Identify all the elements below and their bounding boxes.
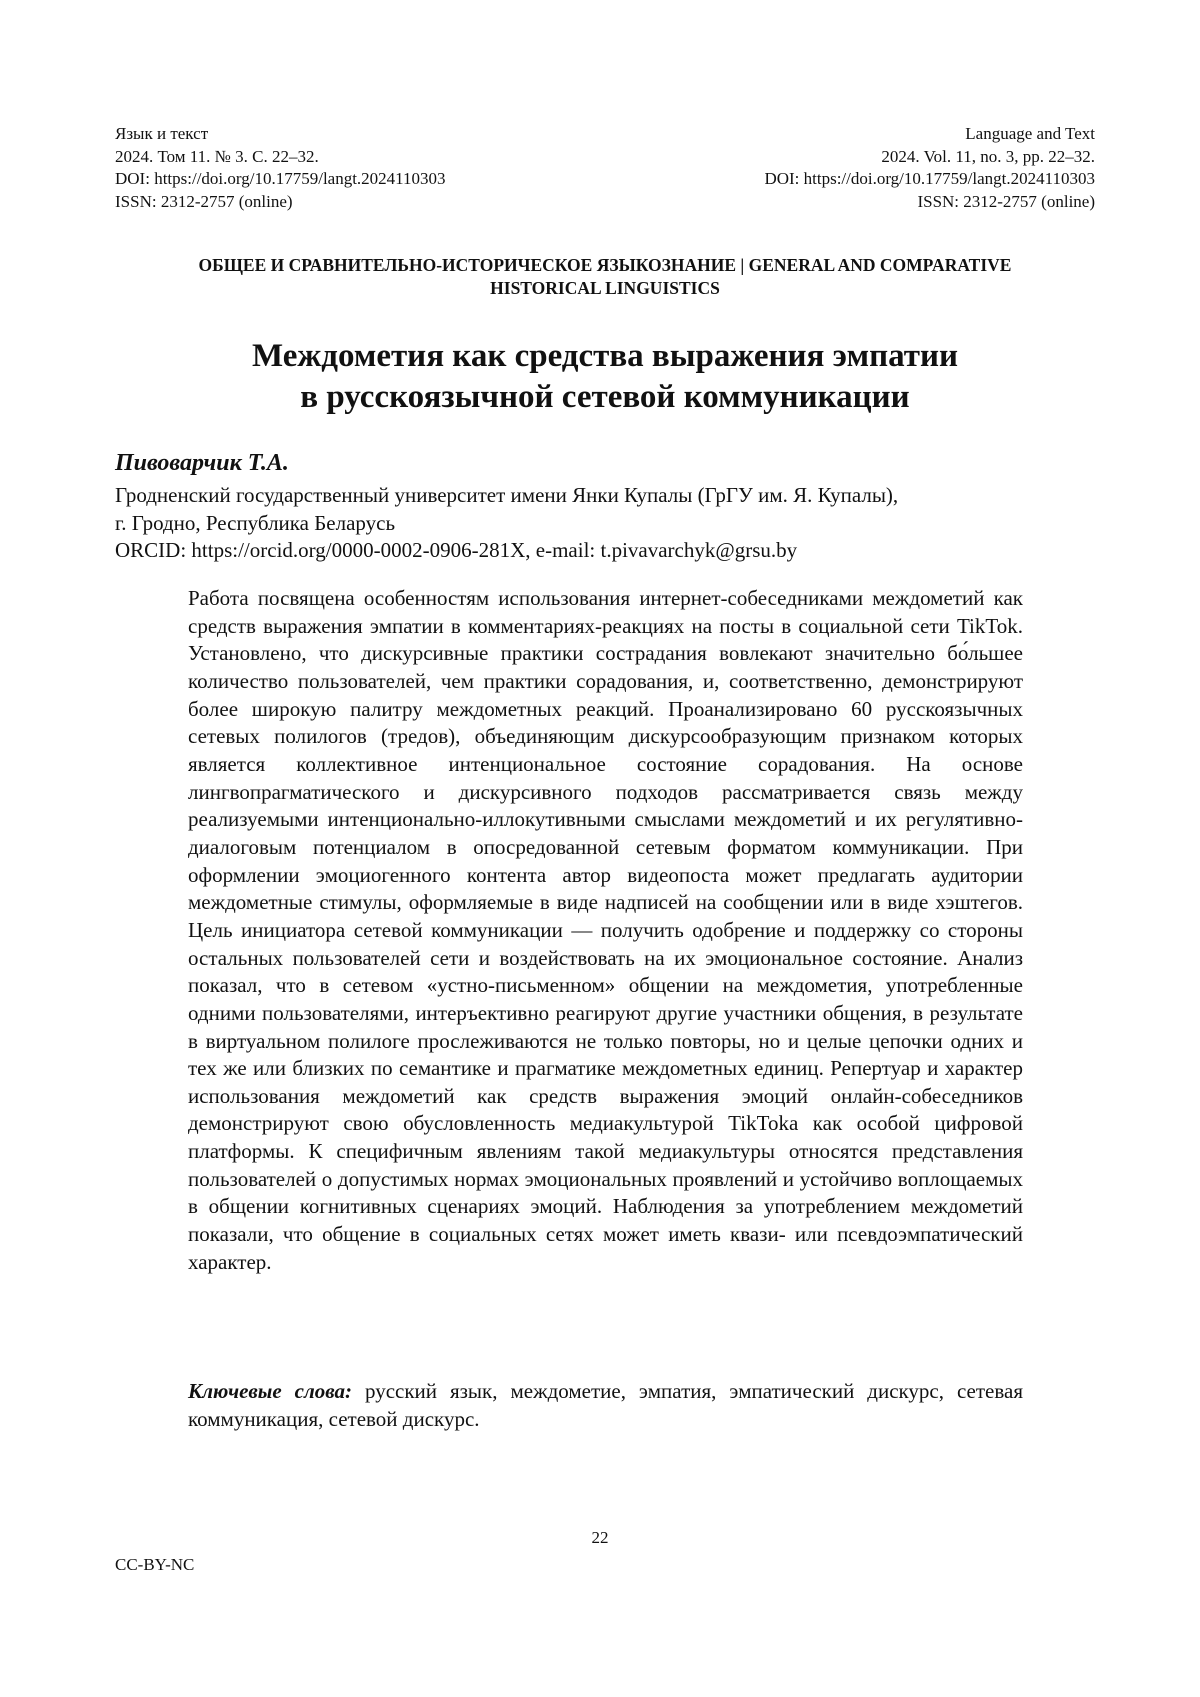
article-page [0, 0, 1200, 1697]
section-heading-line-2: HISTORICAL LINGUISTICS [115, 277, 1095, 300]
keywords [188, 1378, 1023, 1433]
abstract: Работа посвящена особенностям использования интернет-собеседниками междометий как средств выражения эмпатии в комментариях-реакциях на посты в социальной сети TikTok. Установлено, что дискурсивные практики сострадания вовлекают значительно бо́льшее количество пользователей, чем практики сорадования, и, соответственно, демонстрируют более широкую палитру междометных реакций. Проанализировано 60 русскоязычных сетевых полилогов (тредов), объединяющим дискурсообразующим признаком которых является коллективное интенциональное состояние сорадования. На основе лингвопрагматического и дискурсивного подходов рассматривается связь между реализуемыми интенционально-иллокутивными смыслами междометий и их регулятивно-диалоговым потенциалом в опосредованной сетевым форматом коммуникации. При оформлении эмоциогенного контента автор видеопоста может предлагать аудитории междометные стимулы, оформляемые в виде надписей на сообщении или в виде хэштегов. Цель инициатора сетевой коммуникации — получить одобрение и поддержку со стороны остальных пользователей сети и воздействовать на их эмоциональное состояние. Анализ показал, что в сетевом «устно-письменном» общении на междометия, употребленные одними пользователями, интеръективно реагируют другие участники общения, в результате в виртуальном полилоге прослеживаются не только повторы, но и целые цепочки одних и тех же или близких по семантике и прагматике междометных единиц. Репертуар и характер использования междометий как средств выражения эмоций онлайн-собеседников демонстрируют свою обусловленность медиакультурой TikTokа как особой цифровой платформы. К специфичным явлениям такой медиакультуры относятся представления пользователей о допустимых нормах эмоциональных проявлений и устойчиво воплощаемых в общении когнитивных сценариях эмоций. Наблюдения за употреблением междометий показали, что общение в социальных сетях может иметь квази- или псевдоэмпатический характер. [188, 585, 1023, 1276]
journal-header-ru [115, 123, 446, 214]
affiliation-city: г. Гродно, Республика Беларусь [115, 510, 1115, 538]
keywords-label: Ключевые слова: [188, 1379, 352, 1403]
keywords-list: русский язык, междометие, эмпатия, эмпатический дискурс, сетевая коммуникация, сетевой дискурс. [188, 1379, 1023, 1431]
author-name: Пивоварчик Т.А. [115, 449, 289, 477]
doi-ru: DOI: https://doi.org/10.17759/langt.2024110303 [115, 168, 446, 191]
article-title-line-2: в русскоязычной сетевой коммуникации [115, 377, 1095, 418]
article-title-line-1: Междометия как средства выражения эмпатии [115, 336, 1095, 377]
issue-info-ru: 2024. Том 11. № 3. С. 22–32. [115, 146, 446, 169]
journal-header-en [764, 123, 1095, 214]
affiliation-orcid-email: ORCID: https://orcid.org/0000-0002-0906-281X, e-mail: t.pivavarchyk@grsu.by [115, 537, 1115, 565]
issn-ru: ISSN: 2312-2757 (online) [115, 191, 446, 214]
section-heading-line-1: ОБЩЕЕ И СРАВНИТЕЛЬНО-ИСТОРИЧЕСКОЕ ЯЗЫКОЗНАНИЕ | GENERAL AND COMPARATIVE [115, 254, 1095, 277]
license-label: CC-BY-NC [115, 1554, 194, 1576]
article-title [115, 336, 1095, 417]
doi-en: DOI: https://doi.org/10.17759/langt.2024110303 [764, 168, 1095, 191]
issn-en: ISSN: 2312-2757 (online) [764, 191, 1095, 214]
page-number: 22 [0, 1527, 1200, 1549]
journal-name-en: Language and Text [764, 123, 1095, 146]
section-heading [115, 254, 1095, 299]
journal-name-ru: Язык и текст [115, 123, 446, 146]
author-affiliation [115, 482, 1115, 565]
issue-info-en: 2024. Vol. 11, no. 3, pp. 22–32. [764, 146, 1095, 169]
affiliation-university: Гродненский государственный университет имени Янки Купалы (ГрГУ им. Я. Купалы), [115, 482, 1115, 510]
